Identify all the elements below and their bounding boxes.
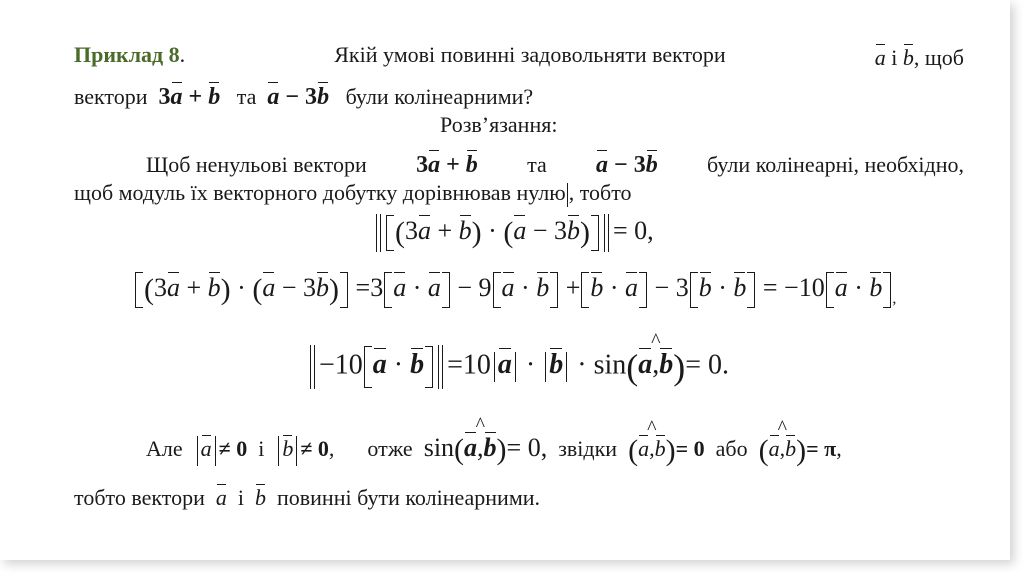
paren-right: ) xyxy=(496,433,507,467)
paren-left: ( xyxy=(503,216,514,250)
eq1-rhs: = 0, xyxy=(613,216,654,245)
example-title: Приклад 8 xyxy=(74,42,180,67)
bracket-left xyxy=(384,272,392,308)
dot: · xyxy=(393,349,404,381)
vector-a: a xyxy=(638,346,652,379)
conj-i: і xyxy=(258,436,265,461)
vector-a: a xyxy=(464,430,477,461)
minus-3: − 3 xyxy=(532,216,568,245)
vector-b: b xyxy=(317,80,329,109)
paren-left: ( xyxy=(628,433,639,467)
vector-b: b xyxy=(536,270,549,301)
paren-left: ( xyxy=(144,273,154,307)
vector-a: a xyxy=(267,80,279,109)
conj-i: і xyxy=(237,485,244,510)
vector-b: b xyxy=(733,270,746,301)
paren-right: ) xyxy=(471,216,482,250)
coef-3: 3 xyxy=(416,152,429,178)
vector-a: a xyxy=(498,346,512,379)
vector-a: a xyxy=(428,270,441,301)
problem-line-2 xyxy=(74,80,533,111)
minus-3: − 3 xyxy=(614,152,646,178)
para1-line2-text: щоб модуль їх векторного добутку дорівнював нулю xyxy=(74,180,566,205)
expr-a-minus-3b xyxy=(596,148,658,179)
coef-minus-9: − 9 xyxy=(457,273,492,302)
minus-3: − 3 xyxy=(281,273,317,302)
paren-left: ( xyxy=(758,433,769,467)
sin-func: sin xyxy=(423,433,455,462)
bracket-left xyxy=(135,272,143,308)
sin-angle-expr xyxy=(423,433,548,467)
abs-bar xyxy=(197,436,198,466)
vector-b: b xyxy=(659,346,673,379)
vector-a: a xyxy=(502,270,515,301)
vector-b: b xyxy=(208,80,220,109)
vector-b: b xyxy=(255,482,266,509)
plus-sign: + xyxy=(437,216,453,245)
dot: · xyxy=(525,349,536,381)
vector-a: a xyxy=(428,148,440,177)
abs-bar xyxy=(515,352,516,382)
vector-b: b xyxy=(282,433,293,460)
angle-ab: ^ a,b xyxy=(638,346,673,381)
problem-text-2: , щоб xyxy=(913,45,964,70)
eq2-rhs: = −10 xyxy=(762,273,825,302)
bracket-left xyxy=(581,272,589,308)
bracket-right xyxy=(883,272,891,308)
vector-a: a xyxy=(596,148,608,177)
comma: , xyxy=(328,436,335,461)
vector-a: a xyxy=(513,213,526,244)
vector-a: a xyxy=(201,433,212,460)
expr-3a-plus-b xyxy=(416,148,478,179)
abs-bar xyxy=(494,352,495,382)
paren-right: ) xyxy=(580,216,591,250)
bracket-right xyxy=(639,272,647,308)
paren-left: ( xyxy=(395,216,405,250)
comma: , xyxy=(836,436,842,461)
conj-ta: та xyxy=(236,84,257,109)
equals-zero: = 0 xyxy=(675,436,705,461)
abs-bar xyxy=(566,352,567,382)
vector-b: b xyxy=(567,213,580,244)
abs-bar xyxy=(215,436,216,466)
paren-right: ) xyxy=(220,273,231,307)
paren-right: ) xyxy=(673,347,686,387)
angle-ab: ^ a,b xyxy=(638,433,666,462)
conclusion-line xyxy=(74,482,540,511)
vector-b: b xyxy=(655,433,666,460)
paren-left: ( xyxy=(252,273,263,307)
word-ale: Але xyxy=(146,436,183,461)
plus-sign: + xyxy=(188,84,203,110)
coef-minus-3: − 3 xyxy=(654,273,689,302)
angle-ab: ^ a,b xyxy=(769,433,797,462)
sin-func: sin xyxy=(593,349,627,381)
coef-3: 3 xyxy=(405,216,418,245)
equation-3 xyxy=(306,345,729,389)
vector-b: b xyxy=(410,346,424,379)
conclusion-start: тобто вектори xyxy=(74,485,205,510)
title-dot: . xyxy=(179,42,186,67)
vector-b: b xyxy=(549,346,563,379)
vector-b: b xyxy=(646,148,658,177)
problem-line-1 xyxy=(74,42,964,71)
plus-sign: + xyxy=(446,152,460,178)
vector-a: a xyxy=(373,346,387,379)
comma: , xyxy=(892,290,897,308)
vector-a: a xyxy=(262,270,275,301)
norm-bar-right xyxy=(604,214,609,252)
equation-2: (3a + b) · (a − 3b) =3 a · a − 9 a · b + b · a − 3 b · b = −10 a · b , xyxy=(134,270,896,308)
bracket-left xyxy=(386,215,394,251)
vector-b: b xyxy=(699,270,712,301)
bracket-right xyxy=(425,346,433,388)
vector-a: a xyxy=(835,270,848,301)
neq-zero: ≠ 0 xyxy=(300,436,329,461)
norm-bar-left xyxy=(310,345,315,389)
coef-3: 3 xyxy=(154,273,167,302)
vector-b: b xyxy=(316,270,329,301)
para1-start: Щоб ненульові вектори xyxy=(146,152,367,177)
vector-a: a xyxy=(625,270,638,301)
vector-b: b xyxy=(903,42,914,69)
coef-3: 3 xyxy=(158,84,171,110)
bracket-right xyxy=(591,215,599,251)
bracket-right xyxy=(442,272,450,308)
paren-right: ) xyxy=(796,433,807,467)
conj-ta: та xyxy=(527,152,547,177)
equals-zero: = 0, xyxy=(506,433,548,462)
problem-text-3: вектори xyxy=(74,84,148,109)
word-otzhe: отже xyxy=(367,436,413,461)
bracket-left xyxy=(690,272,698,308)
norm-bar-left xyxy=(376,214,381,252)
vector-a: a xyxy=(769,433,780,460)
bracket-right xyxy=(550,272,558,308)
eq3-rhs: = 0. xyxy=(685,349,730,381)
coef-minus-10: −10 xyxy=(319,349,363,381)
bracket-left xyxy=(364,346,372,388)
vector-a: a xyxy=(638,433,649,460)
conj-and: і xyxy=(891,45,898,70)
paren-right: ) xyxy=(665,433,676,467)
vector-b: b xyxy=(590,270,603,301)
vector-b: b xyxy=(466,148,478,177)
expr-3a-plus-b xyxy=(159,84,221,110)
vector-b: b xyxy=(869,270,882,301)
paren-left: ( xyxy=(454,433,465,467)
para2-line xyxy=(146,430,842,468)
plus-sign: + xyxy=(186,273,202,302)
vector-a: a xyxy=(393,270,406,301)
vector-b: b xyxy=(208,270,221,301)
vector-b: b xyxy=(484,430,497,461)
vector-a: a xyxy=(875,42,886,69)
solution-header: Розв’язання: xyxy=(440,112,558,137)
angle-ab: ^ a,b xyxy=(464,430,497,463)
word-abo: або xyxy=(715,436,748,461)
bracket-left xyxy=(493,272,501,308)
norm-bar-right xyxy=(438,345,443,389)
problem-text-4: були колінеарними? xyxy=(345,84,534,109)
neq-zero: ≠ 0 xyxy=(218,436,248,461)
eq3-equals-10: =10 xyxy=(447,349,491,381)
plus-sign: + xyxy=(565,273,581,302)
vector-a: a xyxy=(171,80,183,109)
problem-text-1: Якій умові повинні задовольняти вектори xyxy=(334,42,726,67)
bracket-right xyxy=(747,272,755,308)
para1-line-1 xyxy=(146,148,964,179)
paren-left: ( xyxy=(626,347,639,387)
vector-b: b xyxy=(785,433,796,460)
abs-bar xyxy=(545,352,546,382)
minus-3: − 3 xyxy=(285,84,318,110)
vector-a: a xyxy=(167,270,180,301)
para1-end: були колінеарні, необхідно, xyxy=(707,152,964,177)
expr-a-minus-3b xyxy=(267,84,329,110)
conclusion-end: повинні бути колінеарними. xyxy=(277,485,541,510)
dot: · xyxy=(577,349,587,381)
para1-line2-end: , тобто xyxy=(568,180,632,205)
abs-bar xyxy=(278,436,279,466)
para1-line-2 xyxy=(74,180,632,207)
vector-b: b xyxy=(459,213,472,244)
text-cursor xyxy=(567,183,568,207)
vector-a: a xyxy=(216,482,227,509)
vector-a: a xyxy=(418,213,431,244)
bracket-left xyxy=(826,272,834,308)
abs-bar xyxy=(296,436,297,466)
equation-1: (3a + b) · (a − 3b) = 0, xyxy=(372,213,654,252)
equals: = xyxy=(355,273,371,302)
bracket-right xyxy=(340,272,348,308)
coef-3: 3 xyxy=(370,273,384,302)
paren-right: ) xyxy=(329,273,340,307)
equals-pi: = π xyxy=(806,436,837,461)
word-zvidky: звідки xyxy=(558,436,618,461)
